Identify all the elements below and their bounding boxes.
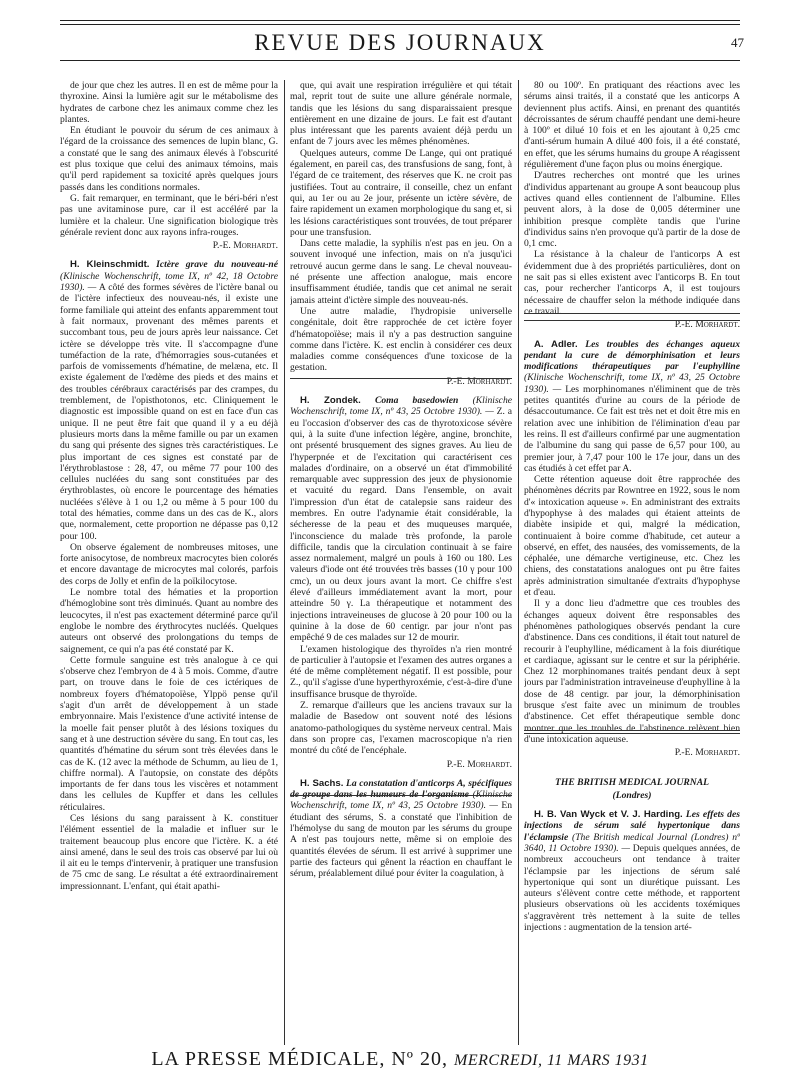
top-rule bbox=[60, 20, 740, 21]
article-separator bbox=[290, 378, 512, 379]
article-separator bbox=[524, 730, 740, 731]
article-heading bbox=[290, 778, 512, 880]
article-text: En étudiant des sérums, S. a constaté que l'inhibition de l'hémolyse du sang de mouton par les sérums du groupe A n'est pas toujours nette, même si on emploie des quantités élevées de sérum. Il est arrivé à supprimer une partie des facteurs qui gênent la réaction en chauffant le sérum, préalablement dilué pour éviter la coagulation, à bbox=[290, 800, 512, 880]
paragraph: Cette rétention aqueuse doit être rapprochée des phénomènes décrits par Rowntree en 1922, sous le nom d'« intoxication aqueuse ». En administrant des extraits d'hypophyse à des malades qui étaient atteints de diabète insipide et qui, malgré la médication, continuaient à boire comme d'habitude, cet auteur a observé, en effet, des nausées, des vomissements, de la céphalée, une démarche vertigineuse, etc. Chez les chiens, des constatations analogues ont pu être faites après administration simultanée d'extraits d'hypophyse et d'eau. bbox=[524, 474, 740, 599]
paragraph: G. fait remarquer, en terminant, que le béri-béri n'est pas une avitaminose pure, car il est accéléré par la lumière et la chaleur. Une signification biologique très générale revient donc aux rayons infra-rouges. bbox=[60, 192, 278, 238]
paragraph: On observe également de nombreuses mitoses, une forte anisocytose, de nombreux macrocytes bien colorés et encore davantage de microcytes mal colorés, parfois des corps de Jolly et enfin de la poïkilocytose. bbox=[60, 541, 278, 587]
paragraph: L'examen histologique des thyroïdes n'a rien montré de particulier à l'autopsie et l'examen des autres organes a été de même complètement négatif. Il est possible, pour Z., qu'il s'agisse d'une hyperthyroxémie, c'est-à-dire d'une insuffisance brusque de thyroïde. bbox=[290, 643, 512, 700]
article-heading bbox=[60, 259, 278, 541]
signature: P.-E. Morhardt. bbox=[212, 240, 278, 252]
column-3 bbox=[524, 80, 740, 1040]
article-reference: (Klinische Wochenschrift, tome IX, nº 43, 25 Octobre 1930). — bbox=[524, 372, 740, 395]
article-reference: (The British medical Journal (Londres) nº 3640, 11 Octobre 1930). — bbox=[524, 831, 740, 854]
paragraph: Z. remarque d'ailleurs que les anciens travaux sur la maladie de Basedow ont souvent noté des lésions anatomo-pathologiques du système nerveux central. Mais dans son propre cas, l'examen macroscopique n'a rien montré du côté de l'encéphale. bbox=[290, 700, 512, 757]
article-reference: (Klinische Wochenschrift, tome IX, nº 43, 25 Octobre 1930). — bbox=[290, 789, 512, 812]
article-author: A. Adler. bbox=[534, 338, 578, 350]
signature: P.-E. Morhardt. bbox=[674, 319, 740, 331]
paragraph: D'autres recherches ont montré que les urines d'individus appartenant au groupe A sont beaucoup plus actives quand elles contiennent de l'albumine. Elles peuvent alors, à la dose de 0,005 déterminer une inhibition presque complète tandis que l'urine d'individus sains n'en provoque qu'à partir de la dose de 0,1 cmc. bbox=[524, 170, 740, 250]
paragraph: 80 ou 100º. En pratiquant des réactions avec les sérums ainsi traités, il a constaté que les anticorps A deviennent plus actifs. Ainsi, en prenant des quantités décroissantes de sérum chauffé pendant une demi-heure à 100º et dilué 10 fois et en les ajoutant à 0,25 cmc d'anti-sérum humain A dilué 400 fois, il a été constaté, en effet, que les sérums humains du groupe A réagissent régulièrement d'une façon plus ou moins énergique. bbox=[524, 80, 740, 171]
header-bottom-rule bbox=[60, 60, 740, 61]
page-footer bbox=[0, 1048, 800, 1071]
paragraph: de jour que chez les autres. Il en est de même pour la thyroxine. Ainsi la lumière agit sur le métabolisme des hydrates de carbone chez les animaux comme chez les plantes. bbox=[60, 80, 278, 125]
article-reference: (Klinische Wochenschrift, tome IX, nº 43, 25 Octobre 1930). — bbox=[290, 395, 512, 418]
column-1 bbox=[60, 80, 278, 1040]
article-author: H. Zondek. bbox=[300, 395, 361, 407]
article-separator bbox=[290, 795, 512, 796]
journal-header-title: REVUE DES JOURNAUX bbox=[254, 30, 546, 55]
article-reference: (Klinische Wochenschrift, tome IX, nº 42, 18 Octobre 1930). — bbox=[60, 270, 278, 294]
column-divider bbox=[284, 80, 285, 1045]
top-rule-inner bbox=[60, 24, 740, 25]
paragraph: Ces lésions du sang paraissent à K. constituer l'élément essentiel de la maladie et influer sur le traitement beaucoup plus encore que l'ictère. K. a été ainsi amené, dans le seul des trois cas observé par lui où il ait eu le temps d'intervenir, à pratiquer une transfusion de 75 cmc de sang. Le résultat a été extraordinairement impressionnant. L'enfant, qui était apathi- bbox=[60, 813, 278, 892]
paragraph: Quelques auteurs, comme De Lange, qui ont pratiqué également, en pareil cas, des transfusions de sang, font, à l'égard de ce traitement, des réserves que K. ne croit pas justifiées. Tout au contraire, il conseille, chez un enfant qui, au 1er ou au 2e jour, présente un ictère sévère, de faire rapidement un examen morphologique du sang et, si les lésions caractéristiques sont trouvées, de tout préparer pour une transfusion. bbox=[290, 147, 512, 238]
article-author: H. B. Van Wyck et V. J. Harding. bbox=[534, 809, 683, 821]
journal-section-heading: THE BRITISH MEDICAL JOURNAL bbox=[555, 776, 709, 788]
paragraph: En étudiant le pouvoir du sérum de ces animaux à l'égard de la croissance des semences de lupin blanc, G. a constaté que le sang des animaux élevés à l'obscurité est plus toxique que celui des animaux témoins, mais qu'il perd rapidement sa toxicité après quelques jours passés dans les conditions normales. bbox=[60, 125, 278, 193]
article-heading bbox=[524, 809, 740, 933]
page-number: 47 bbox=[731, 35, 744, 50]
paragraph: La résistance à la chaleur de l'anticorps A est évidemment due à des propriétés particulières, dont on ne sait pas si elles existent avec l'anticorps B. En tout cas, pour rechercher l'anticorps A, il est toujours nécessaire de chauffer selon la méthode indiquée dans ce travail. bbox=[524, 249, 740, 317]
article-title: Coma basedowien bbox=[374, 395, 459, 407]
paragraph: Le nombre total des hématies et la proportion d'hémoglobine sont très diminués. Quant au nombre des leucocytes, il n'est pas exactement déterminé parce qu'il englobe le nombre des érythrocytes nucléés. Quelques auteurs ont observé des prolongations du temps de saignement, ce qui n'a pas été constaté par K. bbox=[60, 587, 278, 655]
signature: P.-E. Morhardt. bbox=[674, 747, 740, 759]
article-separator bbox=[524, 320, 740, 321]
article-title: Les troubles des échanges aqueux pendant la cure de démorphinisation et leurs modifications thérapeutiques par l'euphylline bbox=[524, 338, 740, 373]
article-text: Z. a eu l'occasion d'observer des cas de thyrotoxicose sévère qui, à la suite d'une infection légère, angine, bronchite, ont présenté brusquement des signes graves. Au lieu de l'hyperpnée et de l'excitation qui caractérisent ces malades d'ordinaire, on a observé un état d'immobilité remarquable avec suppression des jeux de physionomie et vacuité du regard. Dans l'ensemble, on avait l'impression d'un état de catalepsie sans raideur des membres. En outre l'adynamie était considérable, la sécheresse de la peau et des muqueuses marquée, l'inconscience du malade très profonde, la parole difficile, tandis que la circulation continuait à se faire assez normalement, malgré un pouls à 160 ou 180. Les valeurs d'iode ont été trouvées très basses (10 γ pour 100 cmc), un ou deux jours avant la mort. Ce chiffre s'est élevé d'ailleurs immédiatement avant la mort, pour atteindre 50 γ. La thérapeutique et notamment des injections intraveineuses de glucose à 20 pour 100 ou la quinine à la dose de 60 centigr. par jour n'ont pas empêché 9 de ces malades sur 12 de mourir. bbox=[290, 406, 512, 644]
article-text: Les morphinomanes n'éliminent que de très petites quantités d'urine au cours de la période de désaccoutumance. Ce fait est très net et doit être mis en relation avec une inhibition de l'élimination d'eau par les reins. Il est d'ailleurs confirmé par une augmentation de l'albumine du sang qui passe de 6,57 pour 100, au premier jour, à 7,47 pour 100 le 17e jour, dans un des cas étudiés à cet effet par A. bbox=[524, 383, 740, 474]
article-heading bbox=[290, 395, 512, 644]
column-divider bbox=[518, 80, 519, 1045]
paragraph: Une autre maladie, l'hydropisie universelle congénitale, doit être rapprochée de cet ictère foyer d'hématopoïèse; mais il n'y a pas destruction sanguine comme dans l'ictère. K. est enclin à considérer ces deux maladies comme conséquences d'une toxicose de la gestation. bbox=[290, 305, 512, 374]
article-text: A côté des formes sévères de l'ictère banal ou de l'ictère infectieux des nouveau-nés, il existe une forme familiale qui atteint des enfants apparemment tout à fait normaux, provenant des mêmes parents et succombant tous, peu de jours après leur naissance. Cet ictère se développe très vite. Il s'accompagne d'une tuméfaction de la rate, d'hémorragies sous-cutanées et parfois de vomissements d'hématine, de melæna, etc. Il existe également de l'œdème des pieds et des mains et des troubles cérébraux caractérisés par des crampes, du tremblement, de l'opisthotonos, etc. Cliniquement le diagnostic est impossible quand on est en face d'un cas unique. Il ne peut être fait que quand il y a eu déjà plusieurs morts dans la même famille ou par un examen du sang qui présente des signes très caractéristiques. Le plus important de ces signes est constaté par de l'érythroblastose : 28, 47, ou même 77 pour 100 des cellules nucléées du sang sont constituées par des érythroblastes, où encore le pourcentage des hématies nucléées s'élève à 1 ou 1,2 ou même à 5 pour 100 du total des hématies, comme dans un des cas de K., alors que, normalement, cette proportion ne dépasse pas 0,12 pour 100. bbox=[60, 282, 278, 542]
column-2 bbox=[290, 80, 512, 1040]
article-author: H. Kleinschmidt. bbox=[70, 259, 150, 271]
signature: P.-E. Morhardt. bbox=[446, 758, 512, 770]
paragraph: Il y a donc lieu d'admettre que ces troubles des échanges aqueux doivent être responsables des phénomènes pathologiques observés pendant la cure d'abstinence. Dans ces conditions, il était tout naturel de recourir à l'euphylline, médicament à la fois diurétique et cardiaque, agissant sur le centre et sur la périphérie. Chez 12 morphinomanes traités pendant deux à sept jours par l'administration intraveineuse d'euphylline à la dose de 48 centigr. par jour, la démorphinisation brusque s'est faite avec un minimum de troubles d'abstinence. Cet effet thérapeutique semble donc montrer que les troubles de l'abstinence relèvent bien d'une intoxication aqueuse. bbox=[524, 598, 740, 745]
article-title: Ictère grave du nouveau-né bbox=[156, 259, 278, 271]
article-separator bbox=[524, 313, 740, 314]
article-heading bbox=[524, 339, 740, 475]
article-author: H. Sachs. bbox=[300, 777, 344, 789]
footer-date: MERCREDI, 11 MARS 1931 bbox=[454, 1052, 649, 1069]
paragraph: que, qui avait une respiration irrégulière et qui tétait mal, reprit tout de suite une allure générale normale, tandis que les lésions du sang disparaissaient presque entièrement en une dizaine de jours. Le fait est d'autant plus intéressant que les parents avaient déjà perdu un enfant de 7 jours avec les mêmes phénomènes. bbox=[290, 80, 512, 148]
article-text: Depuis quelques années, de nombreux accoucheurs ont tendance à traiter l'éclampsie par les injections de sérum salé hypertonique qui sont un diurétique puissant. Les auteurs s'élèvent contre cette méthode, et rapportent plusieurs observations où les accidents toxémiques s'aggravèrent très nettement à la suite de telles injections : augmentation de la tension arté- bbox=[524, 843, 740, 934]
journal-section-city: (Londres) bbox=[612, 789, 652, 801]
paragraph: Dans cette maladie, la syphilis n'est pas en jeu. On a souvent invoqué une infection, mais on n'a jusqu'ici retrouvé aucun germe dans le sang. Le cheval nouveau-né présente une affection analogue, mais encore insuffisamment étudiée, tandis que cet animal ne serait jamais atteint d'ictère simple des nouveau-nés. bbox=[290, 238, 512, 306]
signature: P.-E. Morhardt. bbox=[446, 375, 512, 387]
paragraph: Cette formule sanguine est très analogue à ce qui s'observe chez l'embryon de 4 à 5 mois. Comme, d'autre part, on trouve dans le foie de ces ictériques de nombreux foyers d'hématopoïèse, Ylppö pense qu'il s'agit d'un arrêt de développement à un stade embryonnaire. Mais l'existence d'une activité intense de la moelle fait penser plutôt à des lésions toxiques du sang et à une destruction sévère du sang. En tout cas, les quantités d'hématine du sérum sont très élevées dans le cas de K. (12 avec la méthode de Schumm, au lieu de 1, chiffre normal). A l'autopsie, on constate des dépôts importants de fer dans tous les viscères et notamment dans les cellules de Kupffer et dans les cellules réticulaires. bbox=[60, 654, 278, 813]
article-title: Les effets des injections de sérum salé hypertonique dans l'éclampsie bbox=[524, 809, 740, 843]
footer-journal: LA PRESSE MÉDICALE, Nº 20, bbox=[151, 1048, 448, 1070]
article-title: La constatation d'anticorps A, spécifiques de groupe dans les humeurs de l'organisme bbox=[290, 777, 512, 801]
article-separator bbox=[524, 733, 740, 734]
